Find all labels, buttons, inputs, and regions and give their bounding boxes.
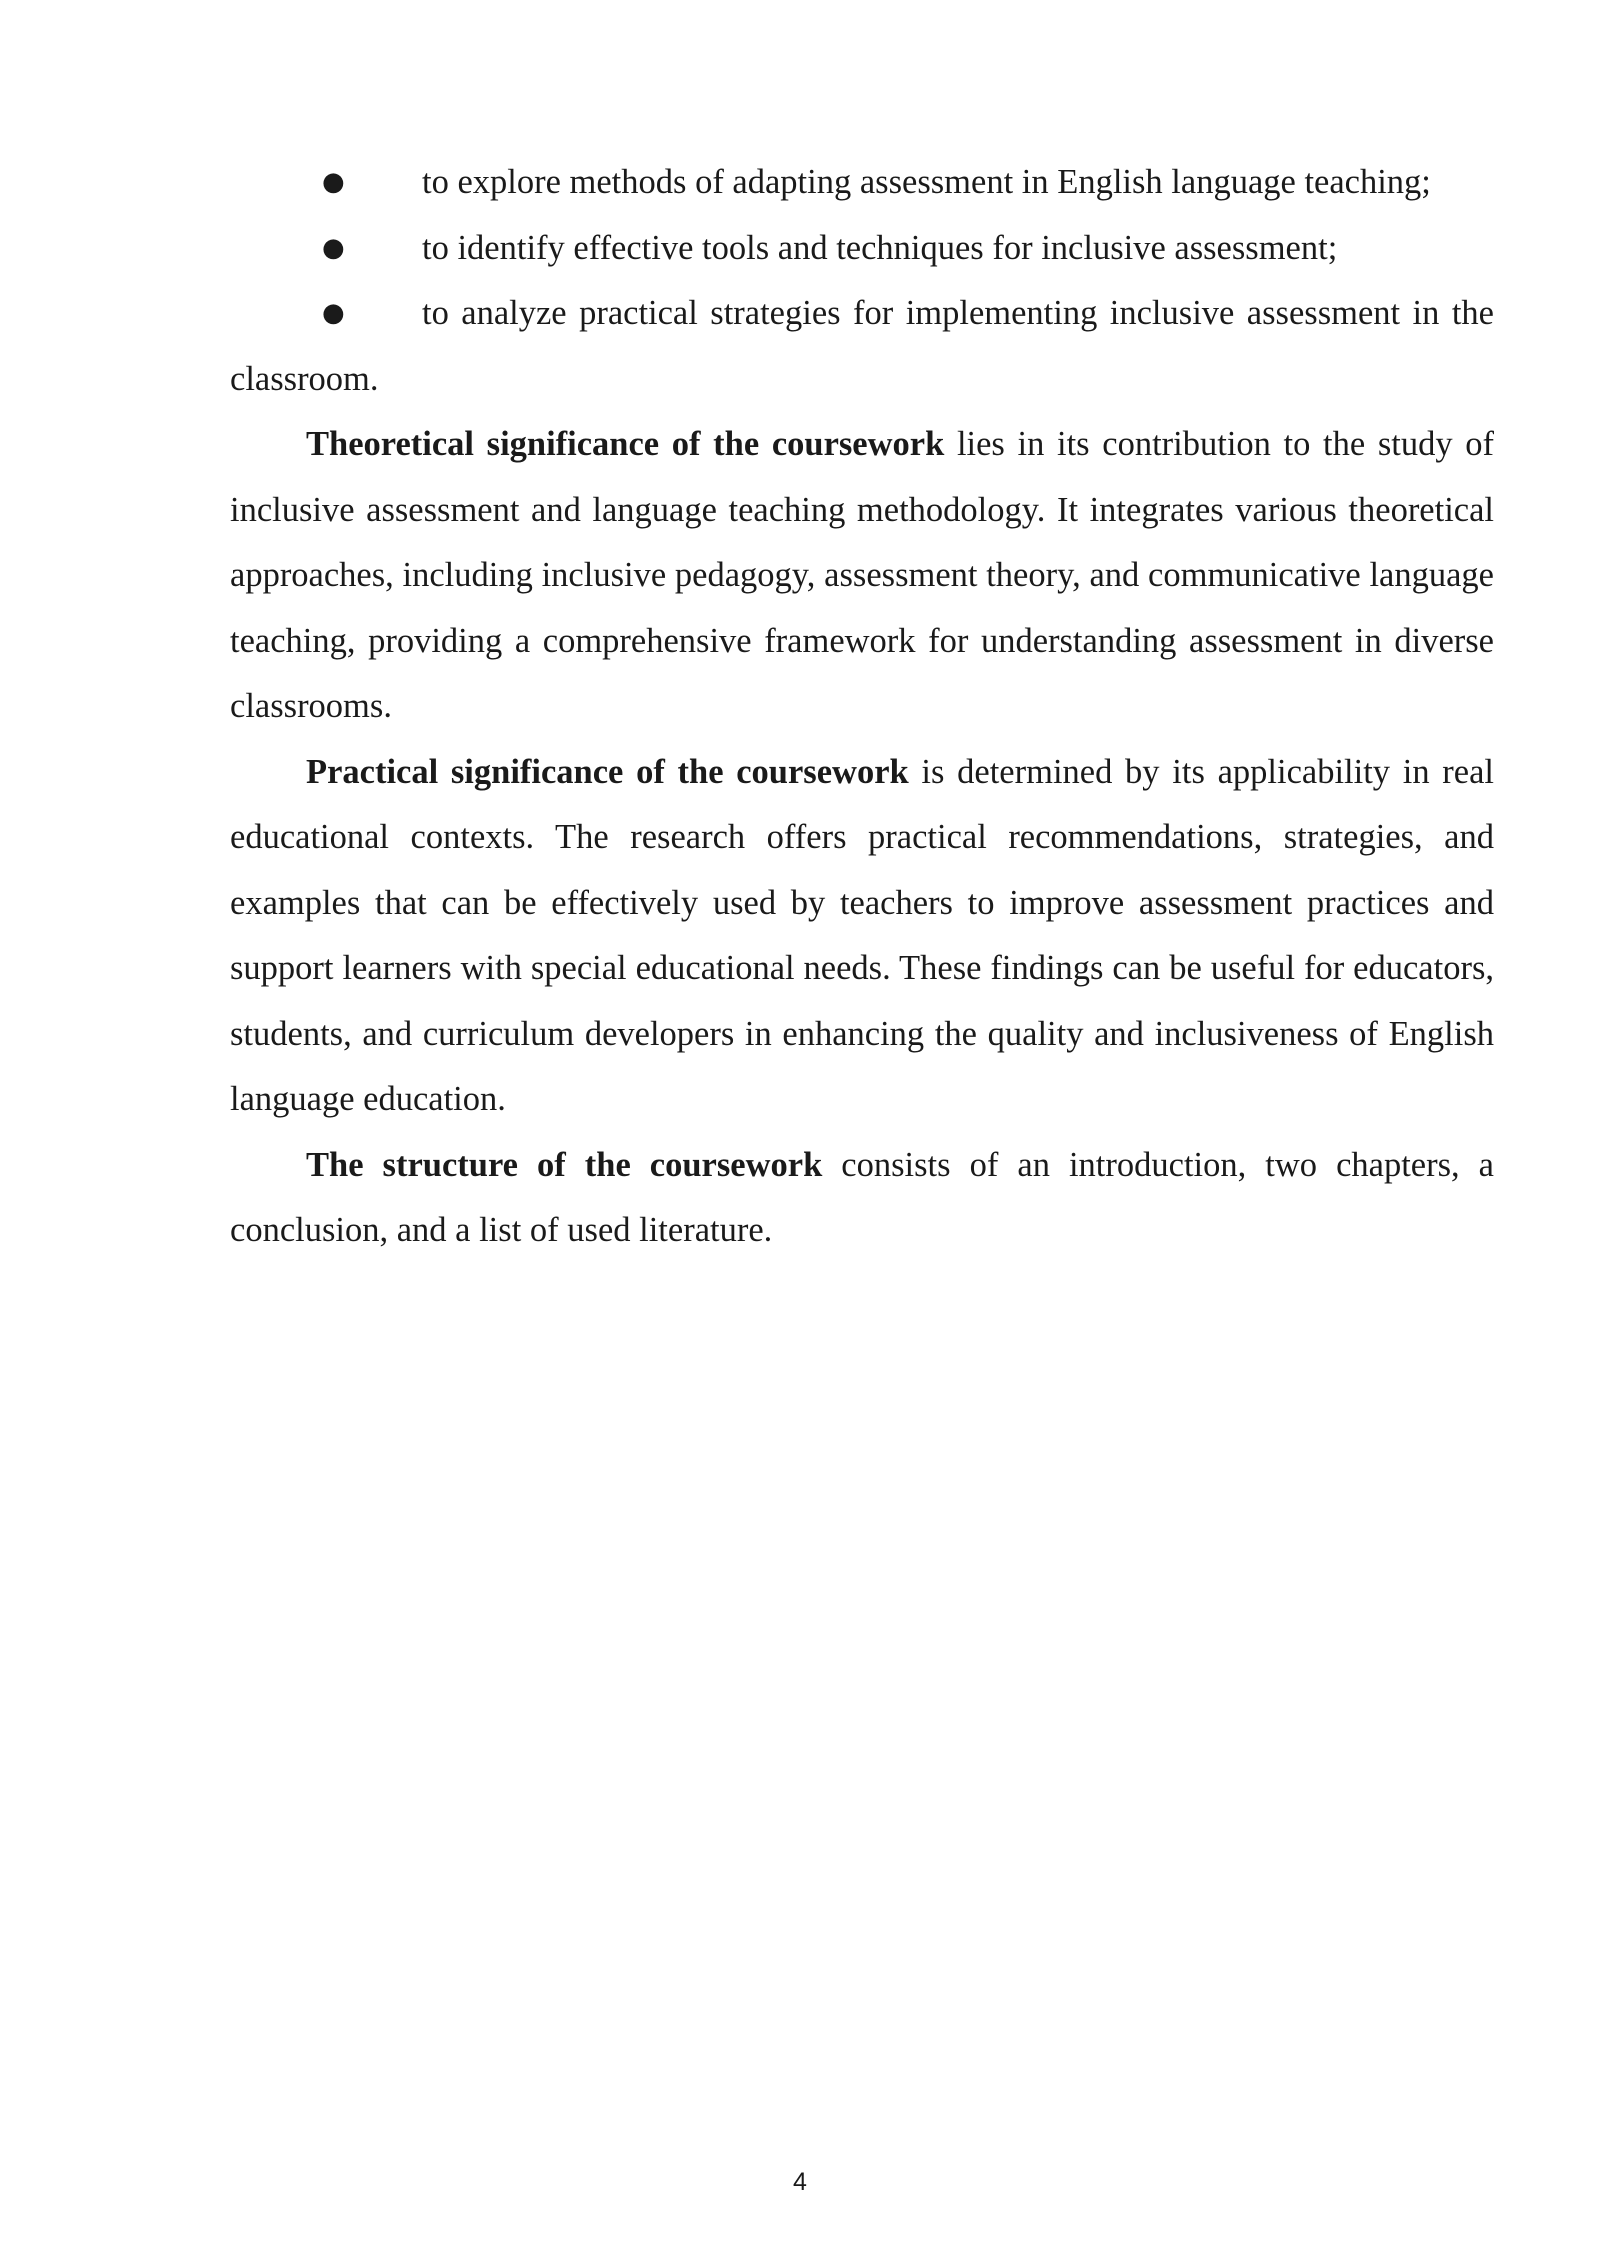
- theoretical-significance-paragraph: [230, 412, 1494, 740]
- bullet-icon: ●: [322, 232, 345, 263]
- objective-item: [230, 216, 1494, 282]
- practical-significance-paragraph: [230, 740, 1494, 1133]
- objective-text: to analyze practical strategies for implementing inclusive assessment in the classroom.: [230, 294, 1494, 398]
- objective-text: to identify effective tools and techniques for inclusive assessment;: [422, 228, 1338, 267]
- structure-paragraph: [230, 1133, 1494, 1264]
- page-body: [230, 150, 1494, 1264]
- paragraph-body: consists of an introduction, two chapters, a conclusion, and a list of used literature.: [230, 1145, 1494, 1249]
- paragraph-lead: The structure of the coursework: [306, 1145, 823, 1184]
- objective-text: to explore methods of adapting assessment in English language teaching;: [422, 163, 1431, 201]
- paragraph-body: lies in its contribution to the study of inclusive assessment and language teaching methodology. It integrates various theoretical approaches, including inclusive pedagogy, assessment theory, and communicative language teaching, providing a comprehensive framework for understanding assessment in diverse classrooms.: [230, 425, 1495, 725]
- paragraph-lead: Practical significance of the coursework: [306, 752, 909, 791]
- paragraph-body: is determined by its applicability in real educational contexts. The research offers practical recommendations, strategies, and examples that can be effectively used by teachers to improve assessment practices and support learners with special educational needs. These findings can be useful for educators, students, and curriculum developers in enhancing the quality and inclusiveness of English language education.: [230, 752, 1494, 1118]
- objective-item: [230, 281, 1494, 412]
- bullet-icon: ●: [322, 298, 345, 328]
- objective-item: [230, 150, 1494, 216]
- page-number: 4: [793, 2168, 807, 2196]
- paragraph-lead: Theoretical significance of the coursework: [306, 425, 945, 463]
- bullet-icon: ●: [322, 167, 345, 197]
